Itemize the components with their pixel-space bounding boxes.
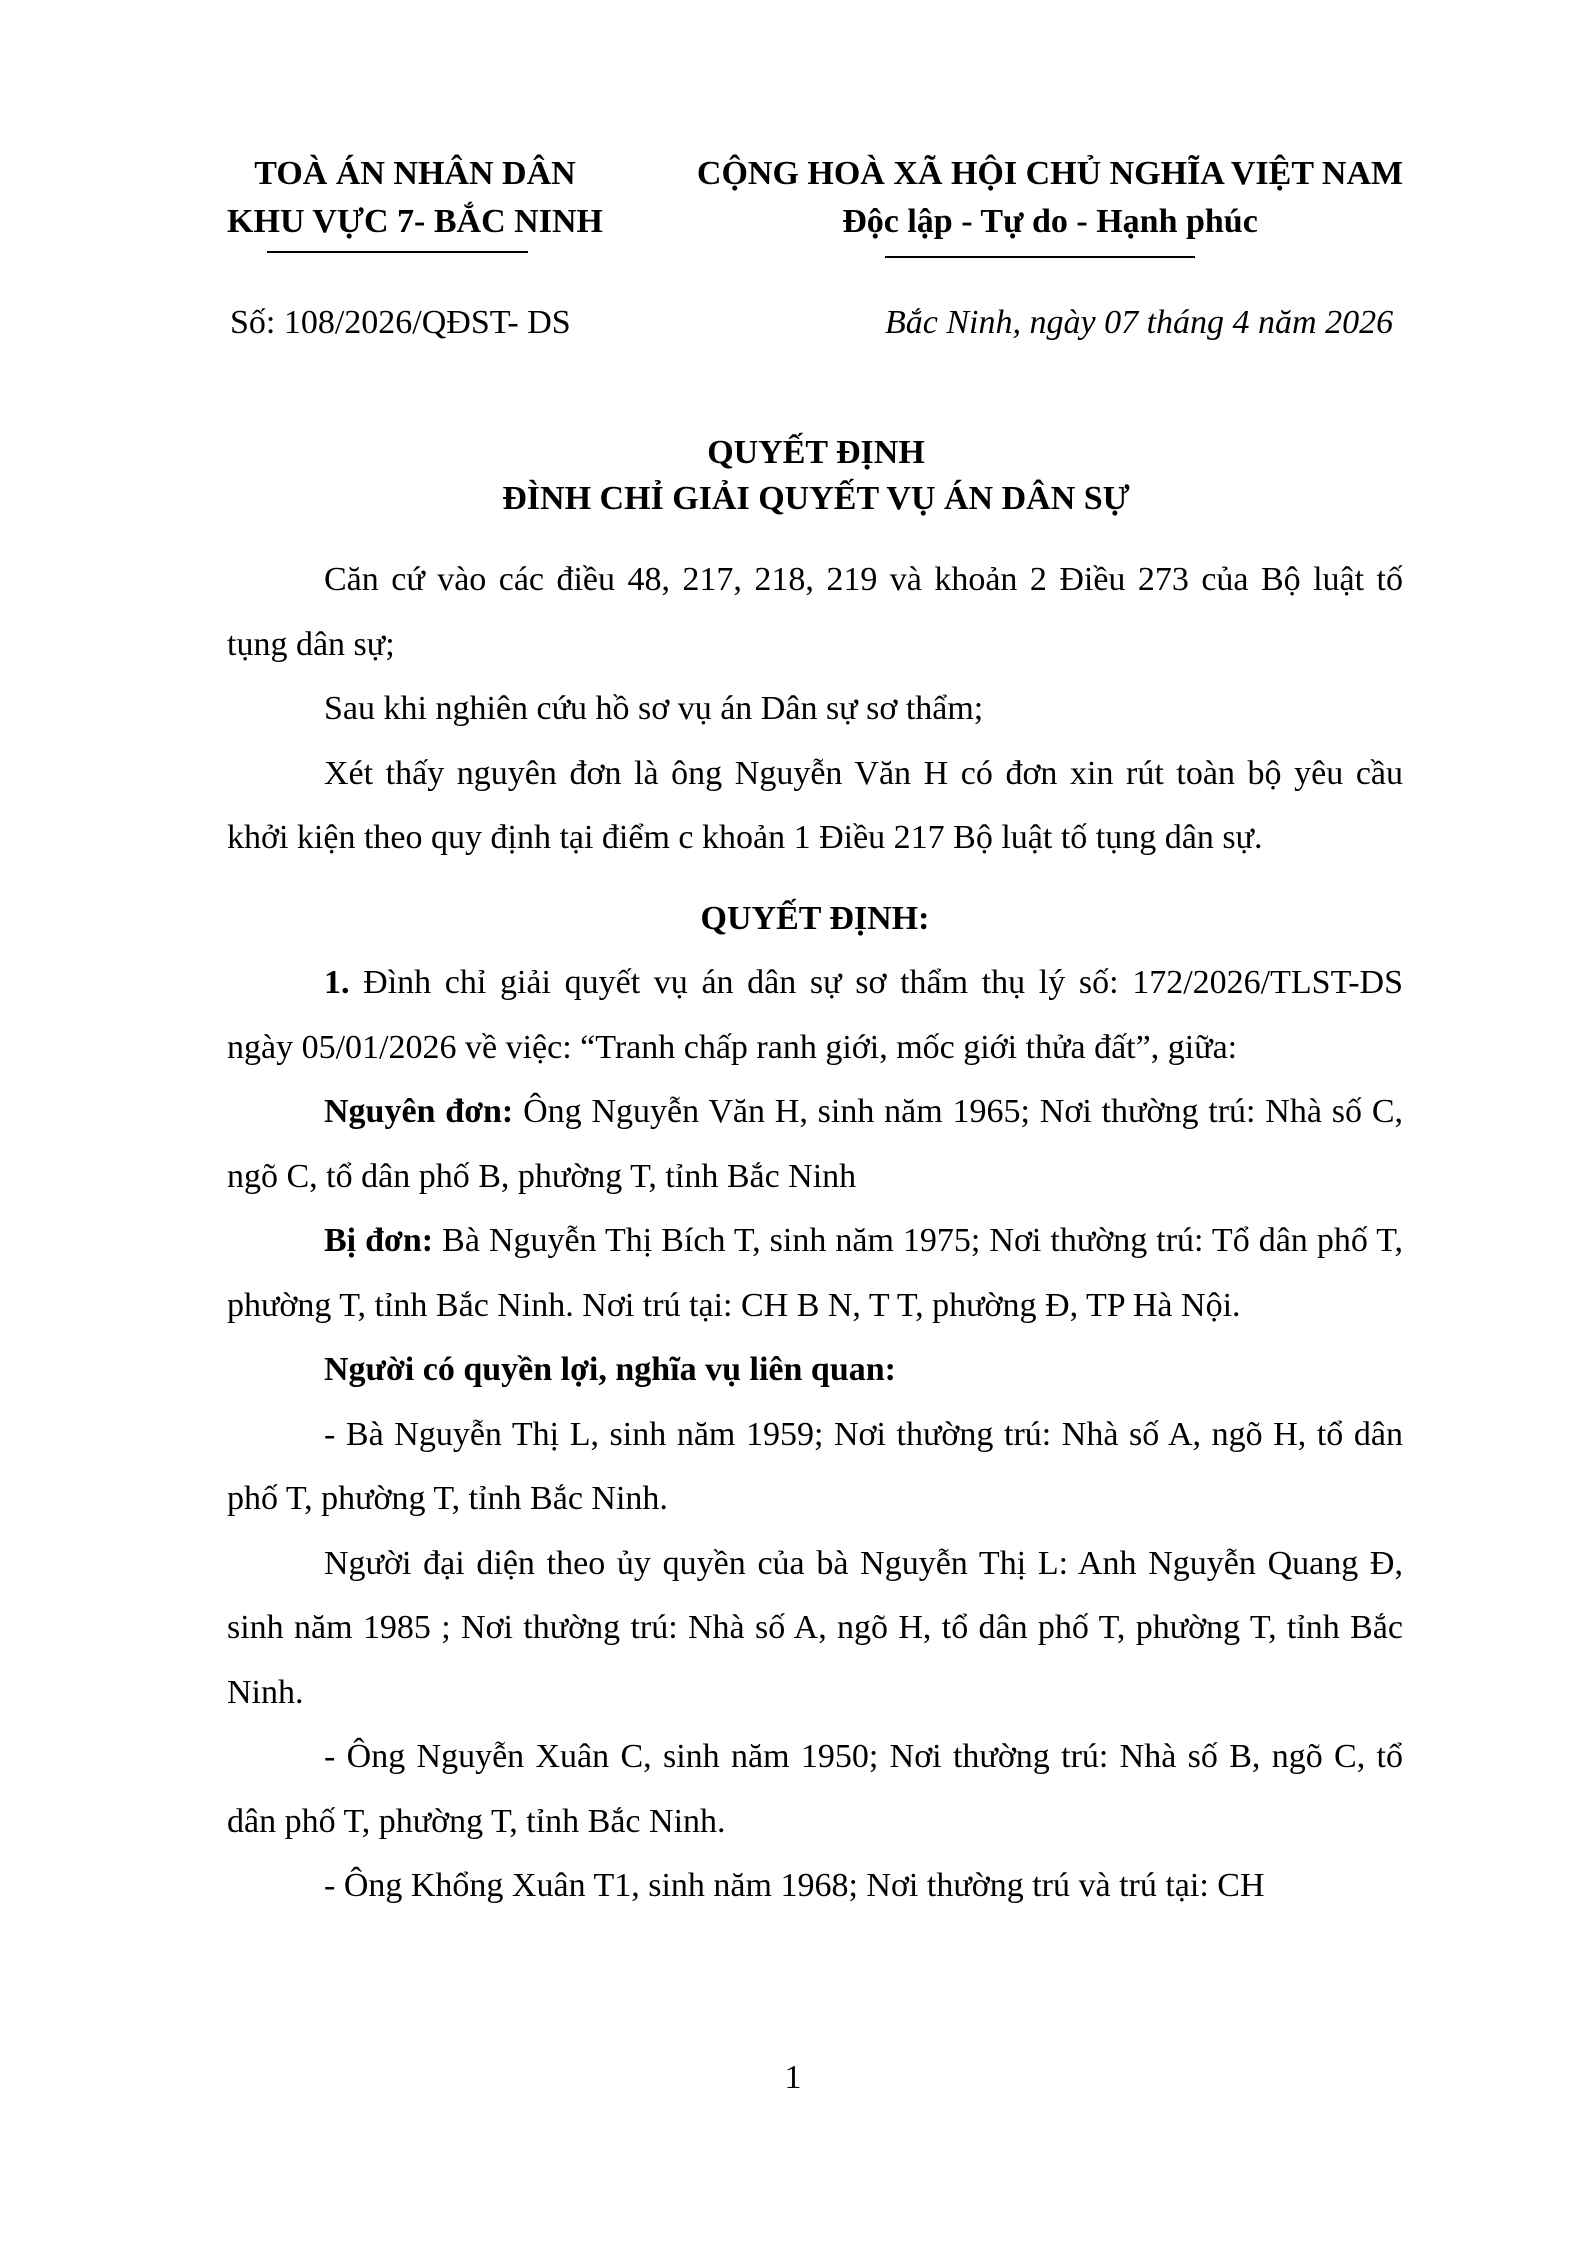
motto-underline bbox=[885, 256, 1195, 258]
court-name-underline bbox=[267, 251, 528, 253]
preamble-paragraph: Căn cứ vào các điều 48, 217, 218, 219 và khoản 2 Điều 273 của Bộ luật tố tụng dân sự; bbox=[227, 561, 1403, 663]
decision-heading: QUYẾT ĐỊNH: bbox=[700, 899, 930, 937]
related-parties-heading bbox=[227, 1338, 1403, 1403]
defendant-paragraph bbox=[227, 1209, 1403, 1338]
related-parties-label: Người có quyền lợi, nghĩa vụ liên quan: bbox=[324, 1351, 896, 1388]
related-party-item: Người đại diện theo ủy quyền của bà Nguyễn Thị L: Anh Nguyễn Quang Đ, sinh năm 1985 ; Nơi thường trú: Nhà số A, ngõ H, tổ dân phố T, phường T, tỉnh Bắc Ninh. bbox=[227, 1544, 1403, 1711]
related-party-item: - Bà Nguyễn Thị L, sinh năm 1959; Nơi thường trú: Nhà số A, ngõ H, tổ dân phố T, phường T, tỉnh Bắc Ninh. bbox=[227, 1415, 1403, 1517]
related-party-item: - Ông Nguyễn Xuân C, sinh năm 1950; Nơi thường trú: Nhà số B, ngõ C, tổ dân phố T, phường T, tỉnh Bắc Ninh. bbox=[227, 1738, 1403, 1840]
preamble-paragraph: Sau khi nghiên cứu hồ sơ vụ án Dân sự sơ thẩm; bbox=[324, 690, 984, 727]
title-line2: ĐÌNH CHỈ GIẢI QUYẾT VỤ ÁN DÂN SỰ bbox=[502, 480, 1130, 517]
national-motto-block bbox=[640, 150, 1460, 246]
place-date: Bắc Ninh, ngày 07 tháng 4 năm 2026 bbox=[885, 304, 1394, 341]
page-number: 1 bbox=[784, 2059, 802, 2096]
plaintiff-text: Ông Nguyễn Văn H, sinh năm 1965; Nơi thường trú: Nhà số C, ngõ C, tổ dân phố B, phường T, tỉnh Bắc Ninh bbox=[227, 1093, 1404, 1195]
national-motto: Độc lập - Tự do - Hạnh phúc bbox=[842, 203, 1258, 240]
related-party-item: - Ông Khổng Xuân T1, sinh năm 1968; Nơi thường trú và trú tại: CH bbox=[324, 1867, 1265, 1904]
document-number: Số: 108/2026/QĐST- DS bbox=[230, 304, 571, 341]
decision-item-1 bbox=[227, 951, 1403, 1080]
document-title bbox=[227, 430, 1405, 522]
defendant-text: Bà Nguyễn Thị Bích T, sinh năm 1975; Nơi thường trú: Tổ dân phố T, phường T, tỉnh Bắc Ninh. Nơi trú tại: CH B N, T T, phường Đ, TP Hà Nội. bbox=[227, 1222, 1403, 1324]
plaintiff-label: Nguyên đơn: bbox=[324, 1093, 514, 1130]
court-name-line1: TOÀ ÁN NHÂN DÂN bbox=[254, 155, 576, 192]
plaintiff-paragraph bbox=[227, 1080, 1403, 1209]
item-text: Đình chỉ giải quyết vụ án dân sự sơ thẩm thụ lý số: 172/2026/TLST-DS ngày 05/01/2026 về việc: “Tranh chấp ranh giới, mốc giới thửa đất”, giữa: bbox=[227, 964, 1403, 1066]
court-name-line2: KHU VỰC 7- BẮC NINH bbox=[227, 203, 603, 240]
country-name: CỘNG HOÀ XÃ HỘI CHỦ NGHĨA VIỆT NAM bbox=[696, 155, 1404, 192]
preamble-paragraph: Xét thấy nguyên đơn là ông Nguyễn Văn H có đơn xin rút toàn bộ yêu cầu khởi kiện theo quy định tại điểm c khoản 1 Điều 217 Bộ luật tố tụng dân sự. bbox=[227, 754, 1403, 856]
document-body bbox=[227, 548, 1403, 1919]
item-number: 1. bbox=[324, 964, 350, 1001]
court-name-block bbox=[190, 150, 640, 246]
title-line1: QUYẾT ĐỊNH bbox=[707, 434, 925, 471]
defendant-label: Bị đơn: bbox=[324, 1222, 434, 1259]
